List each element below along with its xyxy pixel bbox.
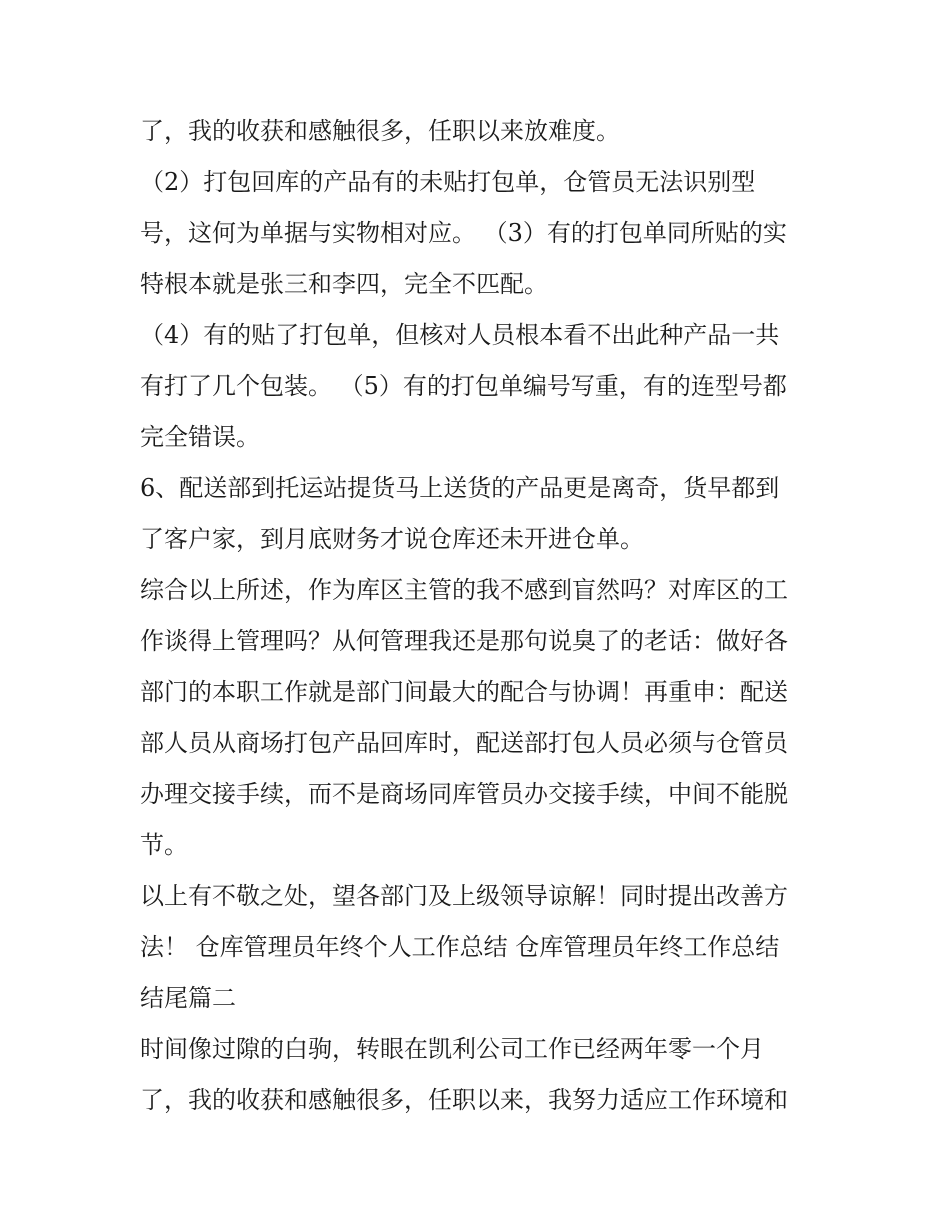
text-line: 时间像过隙的白驹，转眼在凯利公司工作已经两年零一个月: [140, 1035, 764, 1063]
text-line: 6、配送部到托运站提货马上送货的产品更是离奇，货早都到: [140, 474, 780, 502]
text-line: 部门的本职工作就是部门间最大的配合与协调！再重申：配送: [140, 678, 788, 706]
text-line: 节。: [140, 831, 188, 859]
document-body: [140, 106, 820, 1126]
text-line: 完全错误。: [140, 423, 260, 451]
text-line: 作谈得上管理吗？从何管理我还是那句说臭了的老话：做好各: [140, 627, 788, 655]
text-line: 综合以上所述，作为库区主管的我不感到盲然吗？对库区的工: [140, 576, 788, 604]
text-line: 了客户家，到月底财务才说仓库还未开进仓单。: [140, 525, 644, 553]
text-line: 部人员从商场打包产品回库时，配送部打包人员必须与仓管员: [140, 729, 788, 757]
text-line: （4）有的贴了打包单，但核对人员根本看不出此种产品一共: [140, 321, 780, 349]
text-line: 了，我的收获和感触很多，任职以来放难度。: [140, 117, 620, 145]
text-line: 了，我的收获和感触很多，任职以来，我努力适应工作环境和: [140, 1086, 788, 1114]
text-line: 结尾篇二: [140, 984, 236, 1012]
text-line: 特根本就是张三和李四，完全不匹配。: [140, 270, 548, 298]
text-line: 号，这何为单据与实物相对应。 （3）有的打包单同所贴的实: [140, 219, 787, 247]
text-line: 办理交接手续，而不是商场同库管员办交接手续，中间不能脱: [140, 780, 788, 808]
text-line: 以上有不敬之处，望各部门及上级领导谅解！同时提出改善方: [140, 882, 788, 910]
text-line: （2）打包回库的产品有的未贴打包单，仓管员无法识别型: [140, 168, 756, 196]
text-line: 有打了几个包装。 （5）有的打包单编号写重，有的连型号都: [140, 372, 787, 400]
text-line: 法！ 仓库管理员年终个人工作总结 仓库管理员年终工作总结: [140, 933, 780, 961]
